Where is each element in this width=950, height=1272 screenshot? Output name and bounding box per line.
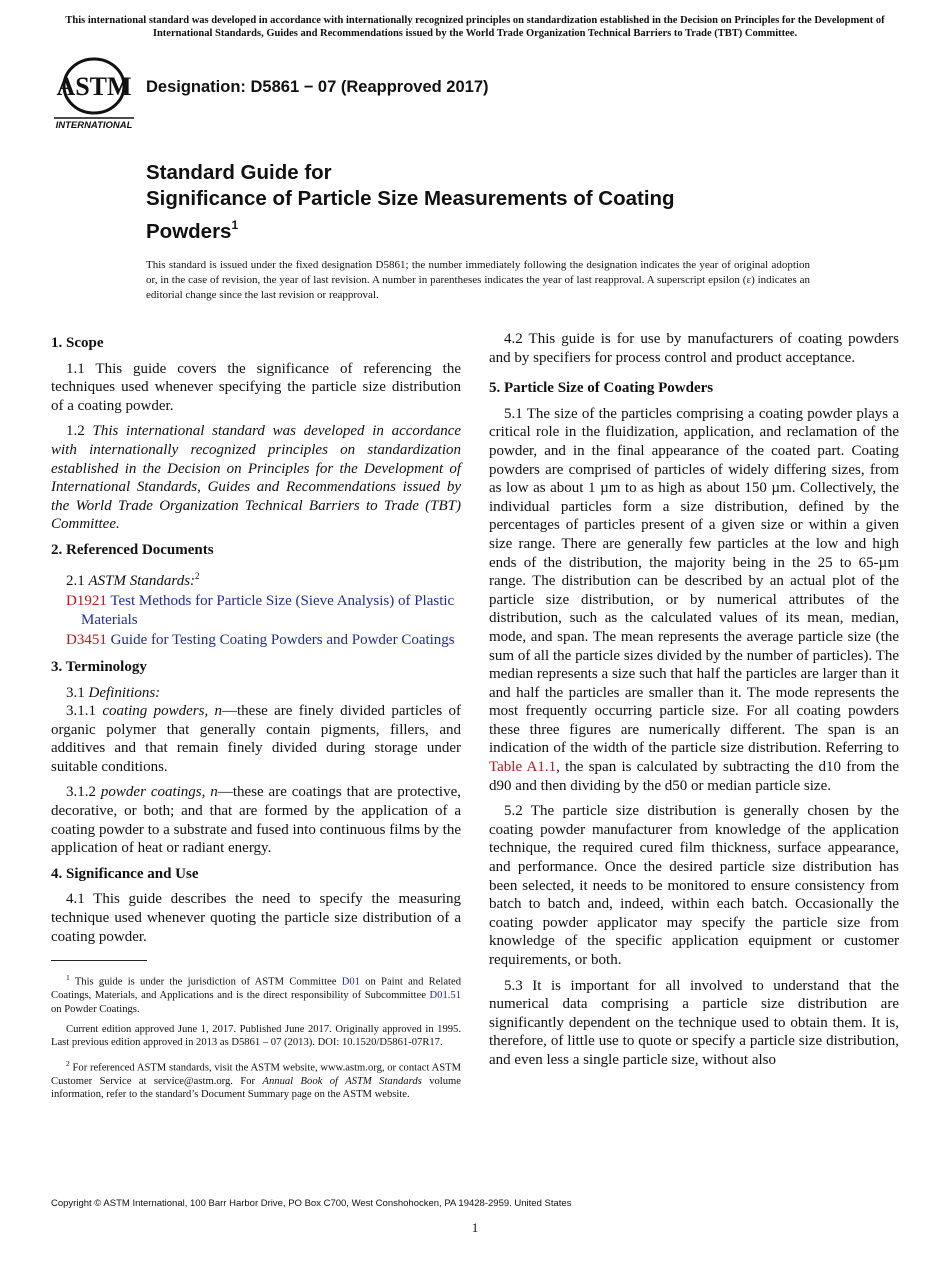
reference-d1921[interactable] [51,592,461,629]
para-3-1-text: Definitions: [88,684,161,701]
para-5-2: 5.2 The particle size distribution is generally chosen by the coating powder manufacturer from knowledge of the application technique, the required cured film thickness, surface appearance, and performance. Once the desired particle size distribution has been selected, it needs to be monitored to ensure consistency from batch to batch and, indeed, within each batch. Occasionally the coating powder applicator may specify the particle size from knowledge of the specific application equipment or customer requirements, or both. [489,803,899,968]
section-1-heading: 1. Scope [51,335,104,351]
title-line-3-text: Powders [146,220,232,243]
footnote-1-text-c: on Powder Coatings. [51,1003,140,1015]
page-number: 1 [471,1220,479,1235]
footnote-2-italic: Annual Book of ASTM Standards [262,1075,422,1087]
link-d01[interactable]: D01 [341,976,360,988]
para-5-1-text-a: 5.1 The size of the particles comprising a coating powder plays a critical role in the fluidization, application, and reclamation of the powder, and in the final appearance of the coated part. Coating powders are comprised of particles of widely differing sizes, from as low as about 1 µm to as high as about 150 µm. Collectively, the individual particles form a size distribution, defined by the percentages of particles present of a given size or within a given size range. There are generally few particles at the low and high ends of the distribution, the majority being in the 25 to 65-µm range. The distribution can be described by an actual plot of the particle size distribution, or by numerical attributes of the distribution, such as the calculated values of its mean, median, mode, and span. The mean represents the average particle size (the sum of all the particle sizes divided by the number of particles). The median represents a size such that half the particles are larger than it and half the particles are smaller than it. The mode represents the most frequently occurring particle size. For all coating powders these three figures are numerically different. The span is an indication of the width of the particle size distribution. Referring to [489,405,899,757]
logo-caption: INTERNATIONAL [55,120,133,131]
footnote-2 [51,1057,461,1102]
footnote-2-mark: 2 [66,1058,70,1068]
para-4-2: 4.2 This guide is for use by manufacturers of coating powders and by specifiers for process control and product acceptance. [489,331,899,366]
title-line-2: Significance of Particle Size Measurements of Coating [146,187,675,210]
footnote-mark-2: 2 [195,570,200,581]
para-3-1-2 [51,783,461,857]
ref-code[interactable]: D1921 [66,593,107,610]
link-d01-51[interactable]: D01.51 [429,990,461,1002]
designation: Designation: D5861 − 07 (Reapproved 2017) [146,78,489,96]
para-4-1: 4.1 This guide describes the need to specify the measuring technique used whenever quoting the particle size distribution of a coating powder. [51,891,461,945]
footnote-rule [51,960,147,961]
tbt-banner: This international standard was developed in accordance with internationally recognized principles on standardization established in the Decision on Principles for the Development of International Standards, Guides and Recommendations issued by the World Trade Organization Technical Barriers to Trade (TBT) Committee. [65,15,885,39]
title-line-1: Standard Guide for [146,161,332,184]
ref-title[interactable]: Guide for Testing Coating Powders and Powder Coatings [110,632,455,649]
footnote-2-text-a: For referenced ASTM standards, visit the ASTM website, www.astm.org, or contact ASTM Customer Service at service@astm.org. For [51,1062,462,1087]
para-3-1-1 [51,702,461,776]
logo-letters: ASTM [56,72,132,101]
section-2-heading: 2. Referenced Documents [51,541,214,558]
right-column [489,330,899,1077]
reference-d3451[interactable] [51,631,461,650]
para-3-1-2-num: 3.1.2 [66,784,101,801]
term-powder-coatings: powder coatings, n [100,784,218,801]
para-1-2-num: 1.2 [66,423,93,440]
para-5-3: 5.3 It is important for all involved to understand that the numerical data comprising a particle size distribution are significantly dependent on the technique used to obtain them. It is, therefore, of little use to quote or specify a particle size distribution, and even less a single particle size, without also [489,977,899,1068]
footnote-1-text-b: on Paint and Related Coatings, Materials, and Applications and is the direct responsibility of Subcommittee [51,976,461,1002]
document-title [146,160,866,245]
para-1-2 [51,422,461,534]
para-3-1-1-num: 3.1.1 [66,703,103,720]
section-5-heading: 5. Particle Size of Coating Powders [489,380,714,397]
section-3-heading: 3. Terminology [51,658,147,675]
para-5-1-text-b: , the span is calculated by subtracting the d10 from the d90 and then dividing by the d50 or median particle size. [489,759,899,794]
para-3-1-num: 3.1 [66,684,89,701]
para-3-1 [51,684,461,703]
astm-logo-graphic [52,56,136,132]
para-2-1 [51,567,461,591]
para-1-1: 1.1 This guide covers the significance of referencing the techniques used whenever specifying the particle size distribution of a coating powder. [51,360,461,414]
footnote-1 [51,971,461,1016]
link-table-a1-1[interactable]: Table A1.1 [489,759,557,776]
para-2-1-num: 2.1 [66,572,89,589]
footnote-2-text-b: volume information, refer to the standard’s Document Summary page on the ASTM website. [51,1075,461,1101]
footnote-edition: Current edition approved June 1, 2017. Published June 2017. Originally approved in 1995. Last previous edition approved in 2013 as D5861 – 07 (2013). DOI: 10.1520/D5861-07R17. [51,1023,461,1049]
definition-coating-powders: —these are finely divided particles of organic polymer that generally contain pigments, fillers, and additives and that remain finely divided during storage under suitable conditions. [51,703,461,775]
ref-title[interactable]: Test Methods for Particle Size (Sieve Analysis) of Plastic Materials [81,593,455,628]
copyright-notice: Copyright © ASTM International, 100 Barr Harbor Drive, PO Box C700, West Conshohocken, PA 19428-2959. United States [51,1198,572,1209]
para-5-1 [489,405,899,795]
footnote-1-mark: 1 [66,973,70,983]
footnote-1-text-a: This guide is under the jurisdiction of ASTM Committee [74,976,342,988]
section-4-heading: 4. Significance and Use [51,865,199,882]
para-1-2-text: This international standard was developed in accordance with internationally recognized principles on standardization established in the Decision on Principles for the Development of International Standards, Guides and Recommendations issued by the World Trade Organization Technical Barriers to Trade (TBT) Committee. [51,423,462,533]
astm-logo [52,56,136,132]
issuance-note: This standard is issued under the fixed designation D5861; the number immediately following the designation indicates the year of original adoption or, in the case of revision, the year of last revision. A number in parentheses indicates the year of last reapproval. A superscript epsilon (ε) indicates an editorial change since the last revision or reapproval. [146,259,810,301]
definition-powder-coatings: —these are coatings that are protective, decorative, or both; and that are formed by the application of a coating powder to a substrate and fused into continuous films by the application of heat or radiant energy. [51,784,461,857]
term-coating-powders: coating powders, n [102,703,223,720]
title-line-3 [146,212,866,245]
title-footnote-mark: 1 [231,218,239,232]
para-2-1-text: ASTM Standards: [88,572,196,589]
ref-code[interactable]: D3451 [66,632,107,649]
left-column [51,330,461,1109]
